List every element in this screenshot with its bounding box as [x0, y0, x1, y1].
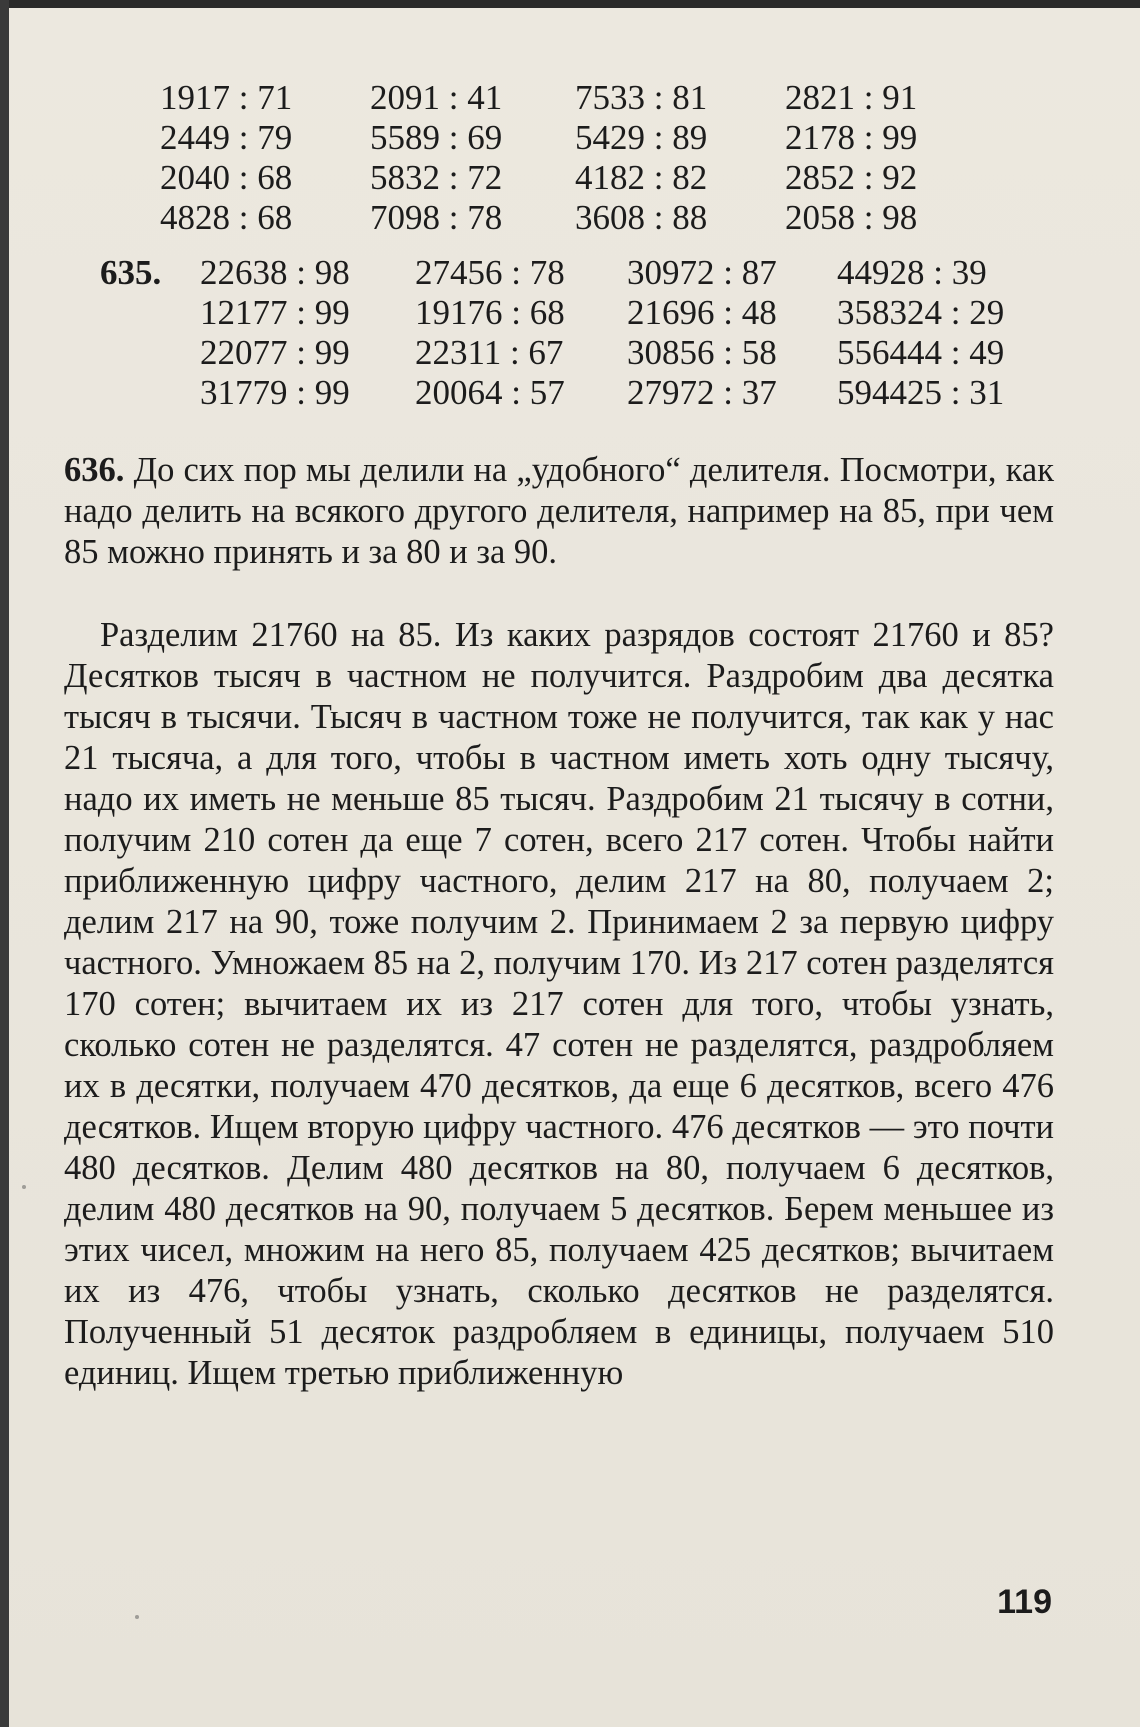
- page-left-edge: [0, 0, 9, 1727]
- division-problem: 22638 : 98: [200, 253, 350, 292]
- division-problem: 5589 : 69: [370, 118, 503, 157]
- print-speck: [22, 1185, 26, 1189]
- division-problem: 556444 : 49: [837, 333, 1005, 372]
- exercise-636-body: [64, 615, 1054, 1394]
- division-problem: 7533 : 81: [575, 78, 708, 117]
- division-problem: 22077 : 99: [200, 333, 350, 372]
- division-problem: 2058 : 98: [785, 198, 918, 237]
- division-problem: 358324 : 29: [837, 293, 1005, 332]
- page-top-edge: [0, 0, 1140, 8]
- division-problem: 3608 : 88: [575, 198, 708, 237]
- grid-spacer: [100, 333, 200, 373]
- division-problem: 4828 : 68: [160, 198, 293, 237]
- grid-spacer: [100, 293, 200, 333]
- division-problem: 4182 : 82: [575, 158, 708, 197]
- division-problem: 2449 : 79: [160, 118, 293, 157]
- division-problem: 7098 : 78: [370, 198, 503, 237]
- intro-text: До сих пор мы делили на „удобного“ делителя. Посмотри, как надо делить на всякого другого делителя, например на 85, при чем 85 можно принять и за 80 и за 90.: [64, 451, 1055, 571]
- division-problem: 5429 : 89: [575, 118, 708, 157]
- exercise-636-intro: [64, 450, 1054, 573]
- exercise-number: 636.: [64, 451, 125, 489]
- division-problem: 2178 : 99: [785, 118, 918, 157]
- division-problem: 27972 : 37: [627, 373, 777, 412]
- exercise-634-grid: [160, 78, 985, 238]
- division-problem: 44928 : 39: [837, 253, 987, 292]
- grid-spacer: [100, 373, 200, 413]
- division-problem: 27456 : 78: [415, 253, 565, 292]
- exercise-number: 635.: [100, 253, 162, 292]
- division-problem: 1917 : 71: [160, 78, 293, 117]
- division-problem: 30856 : 58: [627, 333, 777, 372]
- division-problem: 2091 : 41: [370, 78, 503, 117]
- page-number: 119: [997, 1583, 1052, 1621]
- exercise-635-grid: [100, 253, 1087, 413]
- division-problem: 20064 : 57: [415, 373, 565, 412]
- division-problem: 12177 : 99: [200, 293, 350, 332]
- division-problem: 5832 : 72: [370, 158, 503, 197]
- division-problem: 2852 : 92: [785, 158, 918, 197]
- division-problem: 2040 : 68: [160, 158, 293, 197]
- print-speck: [135, 1615, 139, 1619]
- division-problem: 19176 : 68: [415, 293, 565, 332]
- division-problem: 21696 : 48: [627, 293, 777, 332]
- division-problem: 594425 : 31: [837, 373, 1005, 412]
- body-text: Разделим 21760 на 85. Из каких разрядов состоят 21760 и 85? Десятков тысяч в частном не получится. Раздробим два десятка тысяч в тысячи. Тысяч в частном тоже не получится, так как у нас 21 тысяча, а для того, чтобы в частном иметь хоть одну тысячу, надо их иметь не меньше 85 тысяч. Раздробим 21 тысячу в сотни, получим 210 сотен да еще 7 сотен, всего 217 сотен. Чтобы найти приближенную цифру частного, делим 217 на 80, получаем 2; делим 217 на 90, тоже получим 2. Принимаем 2 за первую цифру частного. Умножаем 85 на 2, получим 170. Из 217 сотен разделятся 170 сотен; вычитаем их из 217 сотен для того, чтобы узнать, сколько сотен не разделятся. 47 сотен не разделятся, раздробляем их в десятки, получаем 470 десятков, да еще 6 десятков, всего 476 десятков. Ищем вторую цифру частного. 476 десятков — это почти 480 десятков. Делим 480 десятков на 80, получаем 6 десятков, делим 480 десятков на 90, получаем 5 десятков. Берем меньшее из этих чисел, множим на него 85, получаем 425 десятков; вычитаем их из 476, чтобы узнать, сколько десятков не разделятся. Полученный 51 десяток раздробляем в единицы, получаем 510 единиц. Ищем третью приближенную: [64, 616, 1054, 1392]
- division-problem: 30972 : 87: [627, 253, 777, 292]
- division-problem: 22311 : 67: [415, 333, 564, 372]
- division-problem: 31779 : 99: [200, 373, 350, 412]
- division-problem: 2821 : 91: [785, 78, 918, 117]
